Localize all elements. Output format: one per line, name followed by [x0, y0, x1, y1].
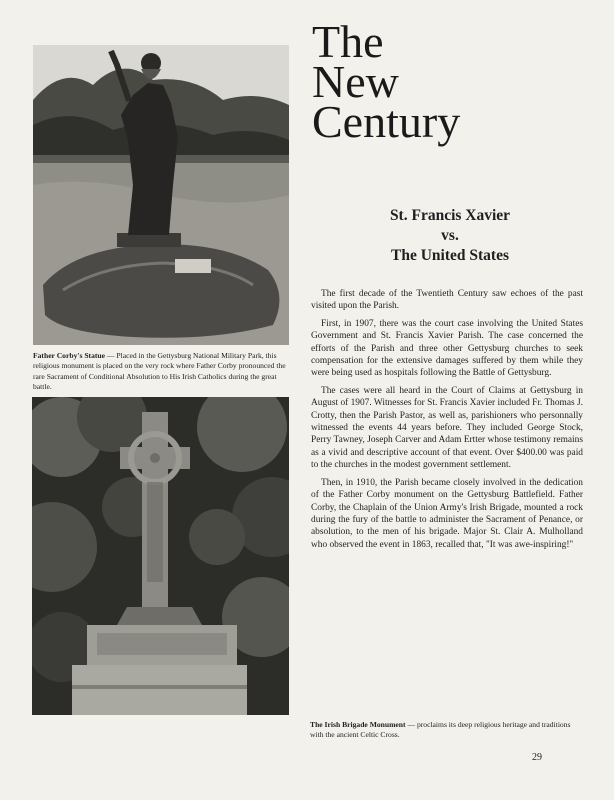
title-line-2: New [312, 56, 399, 107]
father-corby-statue-photo [33, 45, 289, 345]
paragraph-3: The cases were all heard in the Court of Claims at Gettysburg in August of 1907. Witnesses for St. Francis Xavier included Fr. Thomas J. Crotty, then the Parish Pastor, as well as, parishioners who personnally witnessed the events 44 years before. They included George Stock, Perry Tawney, Joseph Carver and Adam Ertter whose testimony remains as a vivid and descriptive account of that event. Over $400.00 was paid to the churches in the modest government settlement. [311, 385, 583, 471]
cross-caption [310, 720, 580, 741]
page-title [312, 16, 461, 147]
paragraph-2: First, in 1907, there was the court case involving the United States Government and St. Francis Xavier Parish. The case concerned the efforts of the Parish and three other Gettysburg churches to seek compensation for the extensive damages suffered by them while they were being used as hospitals following the Battle of Gettysburg. [311, 318, 583, 379]
paragraph-4: Then, in 1910, the Parish became closely involved in the dedication of the Father Corby monument on the Gettysburg Battlefield. Father Corby, the Chaplain of the Union Army's Irish Brigade, mounted a rock during the fury of the battle to administer the Sacrament of Penance, or absolution, to the men of his brigade. Major St. Clair A. Mulholland who observed the event in 1863, recalled that, "It was awe-inspiring!" [311, 477, 583, 550]
irish-brigade-monument-photo [32, 397, 289, 715]
section-subtitle [360, 206, 540, 266]
statue-caption [33, 351, 291, 393]
cross-caption-lead: The Irish Brigade Monument [310, 720, 406, 729]
page-number: 29 [532, 752, 542, 763]
statue-caption-lead: Father Corby's Statue [33, 351, 105, 360]
subtitle-line-2: vs. [441, 227, 459, 244]
statue-caption-text: — Placed in the Gettysburg National Military Park, this religious monument is placed on the very rock where Father Corby pronounced the rare Sacrament of Conditional Absolution to His Irish Catholics during the great battle. [33, 351, 286, 392]
cross-caption-text: — proclaims its deep religious heritage and traditions with the ancient Celtic Cross. [310, 720, 571, 740]
subtitle-line-3: The United States [391, 247, 509, 264]
article-body [311, 288, 583, 556]
title-line-1: The [312, 16, 384, 67]
subtitle-line-1: St. Francis Xavier [389, 207, 511, 224]
paragraph-1: The first decade of the Twentieth Century saw echoes of the past visited upon the Parish. [311, 289, 583, 312]
title-line-3: Century [312, 96, 461, 147]
